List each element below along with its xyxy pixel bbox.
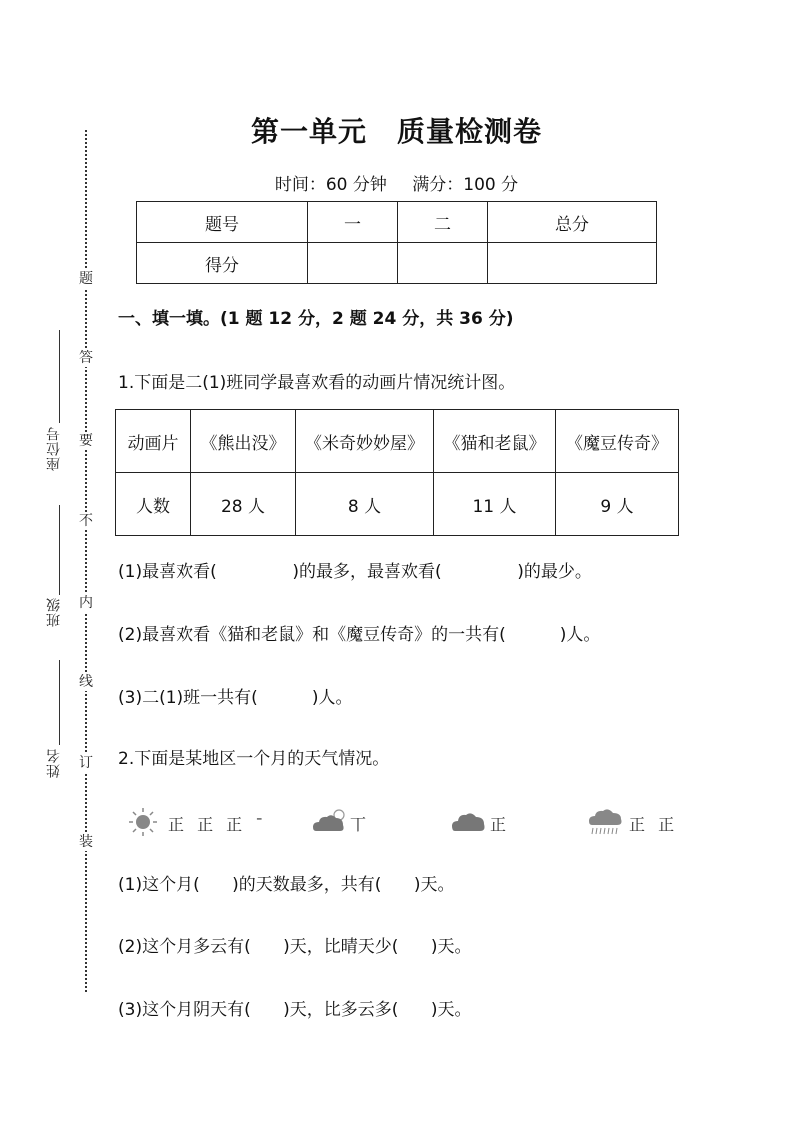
table-cell: 人数 — [116, 473, 191, 536]
seat-number-field[interactable] — [44, 330, 66, 480]
score-header-cell: 题号 — [137, 202, 308, 243]
question-1-3: (3)二(1)班一共有( )人。 — [118, 688, 353, 708]
seal-char: 要 — [79, 433, 93, 449]
overcast-tally: 正 — [490, 815, 511, 834]
seal-char: 题 — [79, 271, 93, 287]
question-1-1: (1)最喜欢看( )的最多，最喜欢看( )的最少。 — [118, 562, 592, 582]
full-score-text: 满分：100 分 — [412, 175, 519, 195]
table-cell: 《猫和老鼠》 — [434, 410, 556, 473]
cloudy-icon — [312, 807, 348, 835]
cartoon-table — [115, 409, 679, 536]
overcast-icon — [451, 807, 487, 835]
score-input-cell[interactable] — [308, 243, 398, 284]
score-table — [136, 201, 657, 284]
score-input-cell[interactable] — [488, 243, 657, 284]
name-field[interactable] — [44, 660, 66, 782]
question-1-2: (2)最喜欢看《猫和老鼠》和《魔豆传奇》的一共有( )人。 — [118, 625, 601, 645]
question-2-2: (2)这个月多云有( )天，比晴天少( )天。 — [118, 937, 472, 957]
seal-char: 装 — [79, 834, 93, 850]
time-text: 时间：60 分钟 — [274, 175, 387, 195]
table-cell: 《熊出没》 — [191, 410, 296, 473]
score-header-cell: 总分 — [488, 202, 657, 243]
section-title: 一、填一填。(1 题 12 分，2 题 24 分，共 36 分) — [118, 309, 514, 329]
table-cell: 《魔豆传奇》 — [556, 410, 679, 473]
table-cell: 11 人 — [434, 473, 556, 536]
table-cell: 《米奇妙妙屋》 — [296, 410, 434, 473]
seal-char: 答 — [79, 350, 93, 366]
cloudy-tally: 丅 — [350, 815, 371, 834]
question-1-prompt: 1.下面是二(1)班同学最喜欢看的动画片情况统计图。 — [118, 373, 516, 393]
seal-char: 线 — [79, 674, 93, 690]
table-cell: 9 人 — [556, 473, 679, 536]
page-title: 第一单元 质量检测卷 — [250, 115, 543, 148]
sunny-tally: 正 正 正 ¯ — [168, 815, 268, 834]
score-input-cell[interactable] — [398, 243, 488, 284]
binding-dotted-line — [85, 130, 87, 992]
rain-icon — [588, 807, 624, 837]
question-2-prompt: 2.下面是某地区一个月的天气情况。 — [118, 749, 390, 769]
class-field[interactable] — [44, 505, 66, 633]
seal-char: 内 — [79, 595, 93, 611]
sun-icon — [126, 807, 160, 837]
table-cell: 28 人 — [191, 473, 296, 536]
score-header-cell: 二 — [398, 202, 488, 243]
question-2-1: (1)这个月( )的天数最多，共有( )天。 — [118, 875, 455, 895]
name-label: 姓名 — [46, 748, 62, 778]
exam-info — [0, 170, 793, 195]
score-header-cell: 一 — [308, 202, 398, 243]
class-label: 班级 — [46, 597, 62, 627]
rain-tally: 正 正 — [629, 815, 679, 834]
question-2-3: (3)这个月阴天有( )天，比多云多( )天。 — [118, 1000, 472, 1020]
seal-char: 不 — [79, 513, 93, 529]
seat-number-label: 座位号 — [46, 426, 62, 471]
table-cell: 8 人 — [296, 473, 434, 536]
seal-char: 订 — [79, 755, 93, 771]
score-row-label: 得分 — [137, 243, 308, 284]
table-cell: 动画片 — [116, 410, 191, 473]
